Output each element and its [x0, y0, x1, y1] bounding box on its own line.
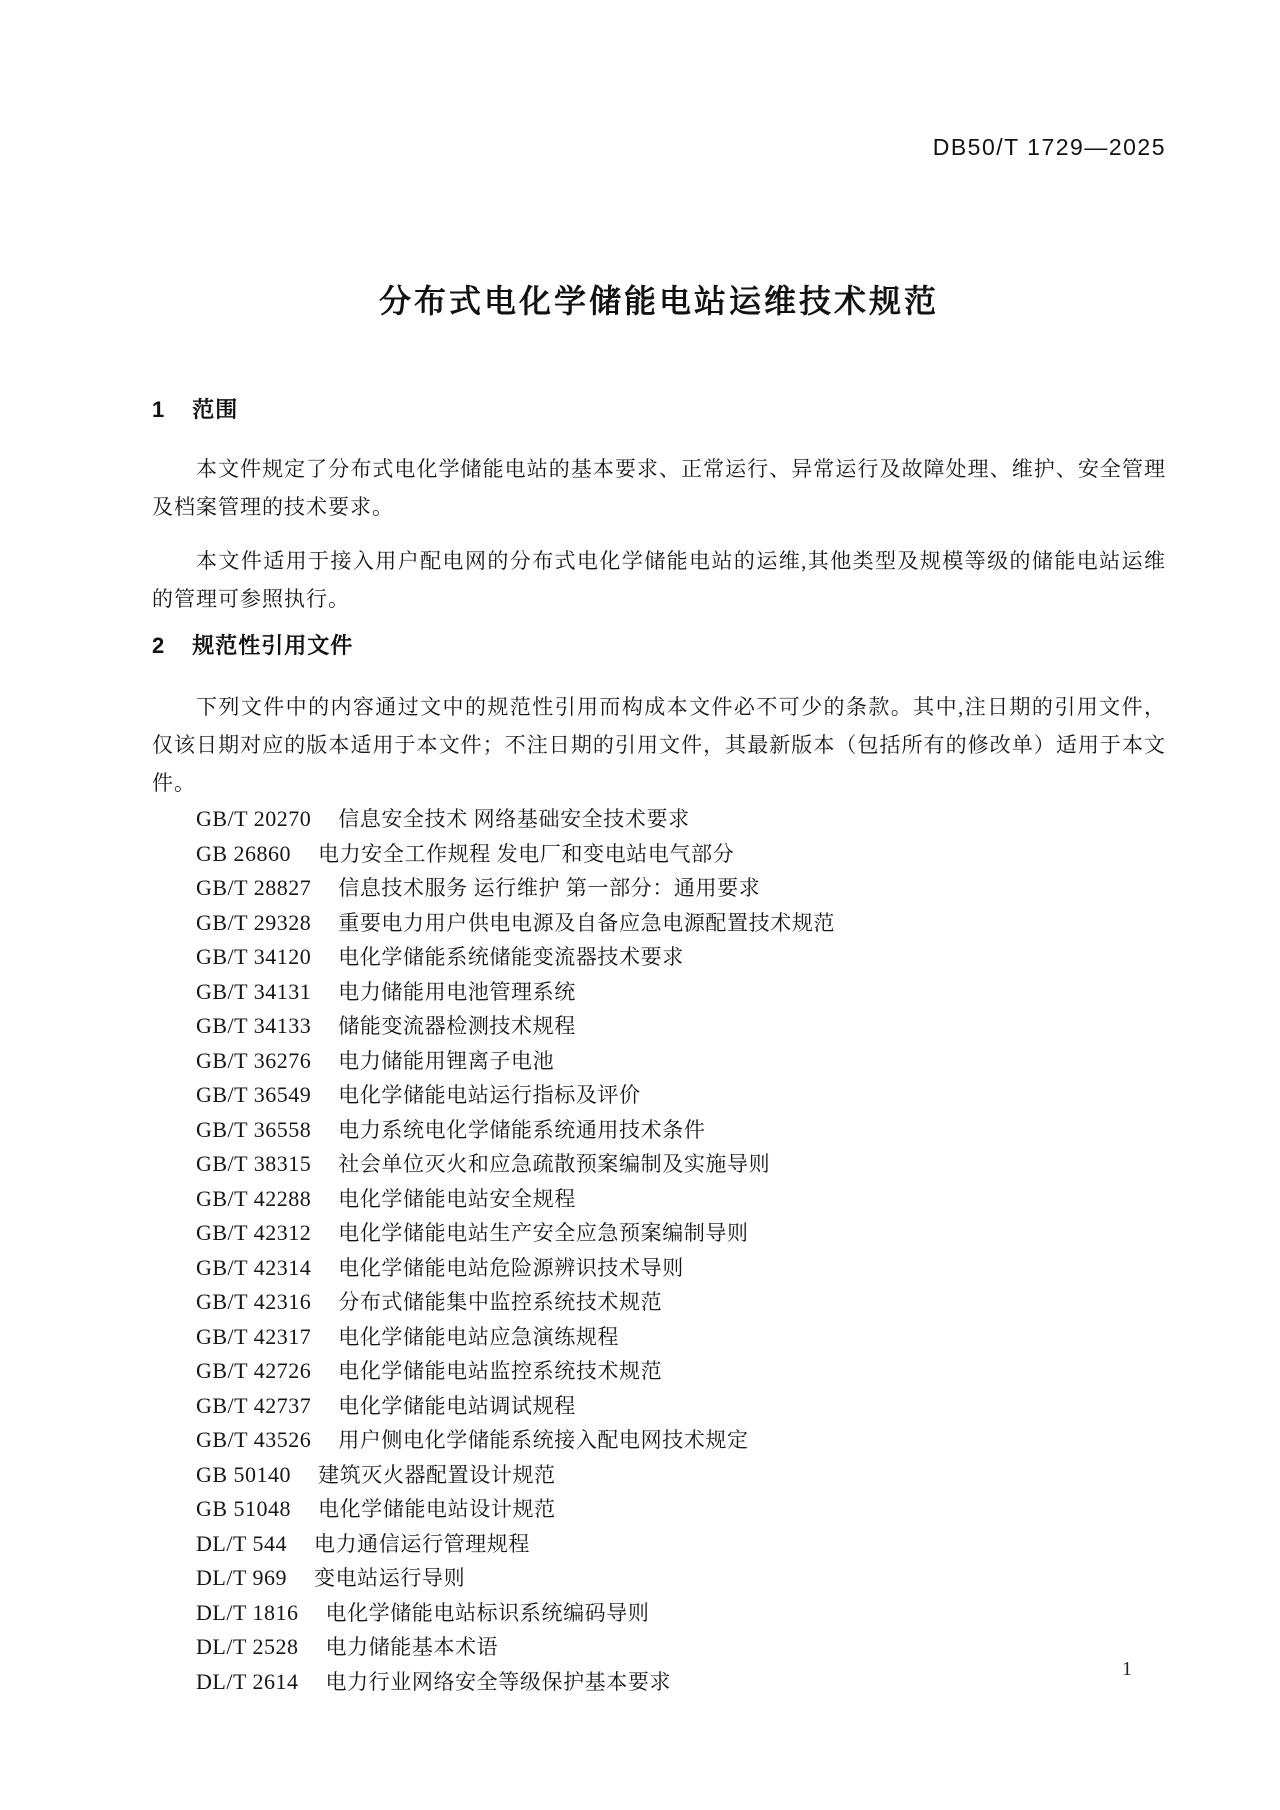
reference-title: 电力储能基本术语 — [325, 1635, 499, 1659]
reference-title: 电力系统电化学储能系统通用技术条件 — [338, 1117, 706, 1142]
reference-code: GB/T 36549 — [196, 1082, 312, 1107]
reference-code: GB 50140 — [196, 1461, 292, 1487]
reference-item — [196, 1527, 1166, 1562]
section-2-heading — [152, 632, 1166, 660]
reference-title: 电化学储能电站标识系统编码导则 — [325, 1600, 650, 1625]
reference-title: 建筑灭火器配置设计规范 — [318, 1462, 556, 1487]
reference-item — [196, 837, 1166, 872]
reference-code: GB/T 42288 — [196, 1185, 312, 1211]
reference-code: GB/T 28827 — [196, 875, 312, 900]
reference-code: DL/T 2614 — [196, 1668, 299, 1694]
reference-item — [196, 1354, 1166, 1389]
reference-item — [196, 1423, 1166, 1458]
reference-item — [196, 1182, 1166, 1217]
reference-item — [196, 1078, 1166, 1113]
reference-code: GB/T 34120 — [196, 944, 312, 969]
reference-code: GB/T 36558 — [196, 1116, 312, 1142]
reference-item — [196, 1665, 1166, 1700]
reference-item — [196, 1044, 1166, 1079]
reference-item — [196, 1389, 1166, 1424]
reference-item — [196, 1630, 1166, 1665]
section-number: 2 — [152, 633, 166, 658]
reference-code: GB/T 34133 — [196, 1013, 312, 1038]
reference-item — [196, 1147, 1166, 1182]
reference-title: 用户侧电化学储能系统接入配电网技术规定 — [338, 1428, 749, 1452]
reference-code: GB/T 42737 — [196, 1392, 312, 1418]
reference-title: 社会单位灭火和应急疏散预案编制及实施导则 — [338, 1152, 771, 1176]
section-number: 1 — [152, 397, 166, 422]
section-title: 规范性引用文件 — [192, 633, 354, 658]
reference-code: GB/T 36276 — [196, 1047, 312, 1073]
references-intro-paragraph: 下列文件中的内容通过文中的规范性引用而构成本文件必不可少的条款。其中,注日期的引用文件，仅该日期对应的版本适用于本文件；不注日期的引用文件，其最新版本（包括所有的修改单）适用于本文件。 — [152, 695, 1166, 795]
reference-title: 电化学储能电站危险源辨识技术导则 — [338, 1255, 684, 1280]
reference-title: 电力行业网络安全等级保护基本要求 — [325, 1669, 672, 1694]
document-body — [152, 396, 1166, 1699]
scope-paragraph-1: 本文件规定了分布式电化学储能电站的基本要求、正常运行、异常运行及故障处理、维护、安全管理及档案管理的技术要求。 — [152, 457, 1166, 519]
reference-title: 电力通信运行管理规程 — [313, 1531, 530, 1556]
reference-code: GB/T 43526 — [196, 1427, 312, 1452]
reference-code: DL/T 2528 — [196, 1634, 299, 1659]
reference-code: GB 26860 — [196, 840, 292, 866]
reference-item — [196, 1561, 1166, 1596]
reference-item — [196, 1596, 1166, 1631]
reference-code: GB/T 20270 — [196, 806, 312, 831]
reference-code: DL/T 1816 — [196, 1599, 299, 1625]
document-title: 分布式电化学储能电站运维技术规范 — [378, 283, 939, 319]
reference-code: GB/T 42316 — [196, 1289, 312, 1314]
reference-title: 变电站运行导则 — [313, 1566, 466, 1590]
reference-title: 电力安全工作规程 发电厂和变电站电气部分 — [318, 841, 735, 866]
standard-doc-number: DB50/T 1729—2025 — [932, 134, 1166, 160]
reference-code: GB/T 34131 — [196, 978, 312, 1004]
reference-code: GB/T 42314 — [196, 1254, 312, 1280]
scope-paragraph-2: 本文件适用于接入用户配电网的分布式电化学储能电站的运维,其他类型及规模等级的储能电站运维的管理可参照执行。 — [152, 549, 1166, 611]
normative-references-list — [196, 802, 1166, 1699]
reference-item — [196, 975, 1166, 1010]
reference-item — [196, 1251, 1166, 1286]
reference-code: GB/T 42726 — [196, 1358, 312, 1383]
reference-item — [196, 940, 1166, 975]
reference-item — [196, 1458, 1166, 1493]
reference-code: GB 51048 — [196, 1496, 292, 1521]
reference-code: GB/T 42317 — [196, 1323, 312, 1349]
section-1-heading — [152, 396, 1166, 424]
reference-item — [196, 871, 1166, 906]
reference-code: DL/T 969 — [196, 1565, 287, 1590]
reference-item — [196, 1113, 1166, 1148]
reference-item — [196, 906, 1166, 941]
reference-title: 电化学储能电站安全规程 — [338, 1186, 576, 1211]
reference-title: 电化学储能电站运行指标及评价 — [338, 1083, 641, 1107]
reference-title: 信息安全技术 网络基础安全技术要求 — [338, 807, 690, 831]
section-title: 范围 — [192, 397, 239, 422]
reference-title: 电化学储能电站设计规范 — [318, 1497, 556, 1521]
page-number: 1 — [1122, 1658, 1132, 1680]
reference-item — [196, 1285, 1166, 1320]
reference-code: GB/T 29328 — [196, 909, 312, 935]
reference-title: 电化学储能电站应急演练规程 — [338, 1324, 620, 1349]
reference-code: GB/T 42312 — [196, 1220, 312, 1245]
reference-code: GB/T 38315 — [196, 1151, 312, 1176]
reference-item — [196, 1320, 1166, 1355]
reference-title: 电化学储能电站生产安全应急预案编制导则 — [338, 1221, 749, 1245]
reference-title: 电化学储能系统储能变流器技术要求 — [338, 945, 684, 969]
reference-title: 储能变流器检测技术规程 — [338, 1014, 576, 1038]
reference-code: DL/T 544 — [196, 1530, 287, 1556]
reference-item — [196, 802, 1166, 837]
reference-title: 电化学储能电站监控系统技术规范 — [338, 1359, 663, 1383]
reference-title: 电化学储能电站调试规程 — [338, 1393, 576, 1418]
reference-title: 信息技术服务 运行维护 第一部分：通用要求 — [338, 876, 761, 900]
reference-item — [196, 1492, 1166, 1527]
reference-title: 重要电力用户供电电源及自备应急电源配置技术规范 — [338, 910, 836, 935]
reference-title: 电力储能用锂离子电池 — [338, 1048, 555, 1073]
reference-title: 分布式储能集中监控系统技术规范 — [338, 1290, 663, 1314]
reference-item — [196, 1216, 1166, 1251]
reference-title: 电力储能用电池管理系统 — [338, 979, 576, 1004]
reference-item — [196, 1009, 1166, 1044]
